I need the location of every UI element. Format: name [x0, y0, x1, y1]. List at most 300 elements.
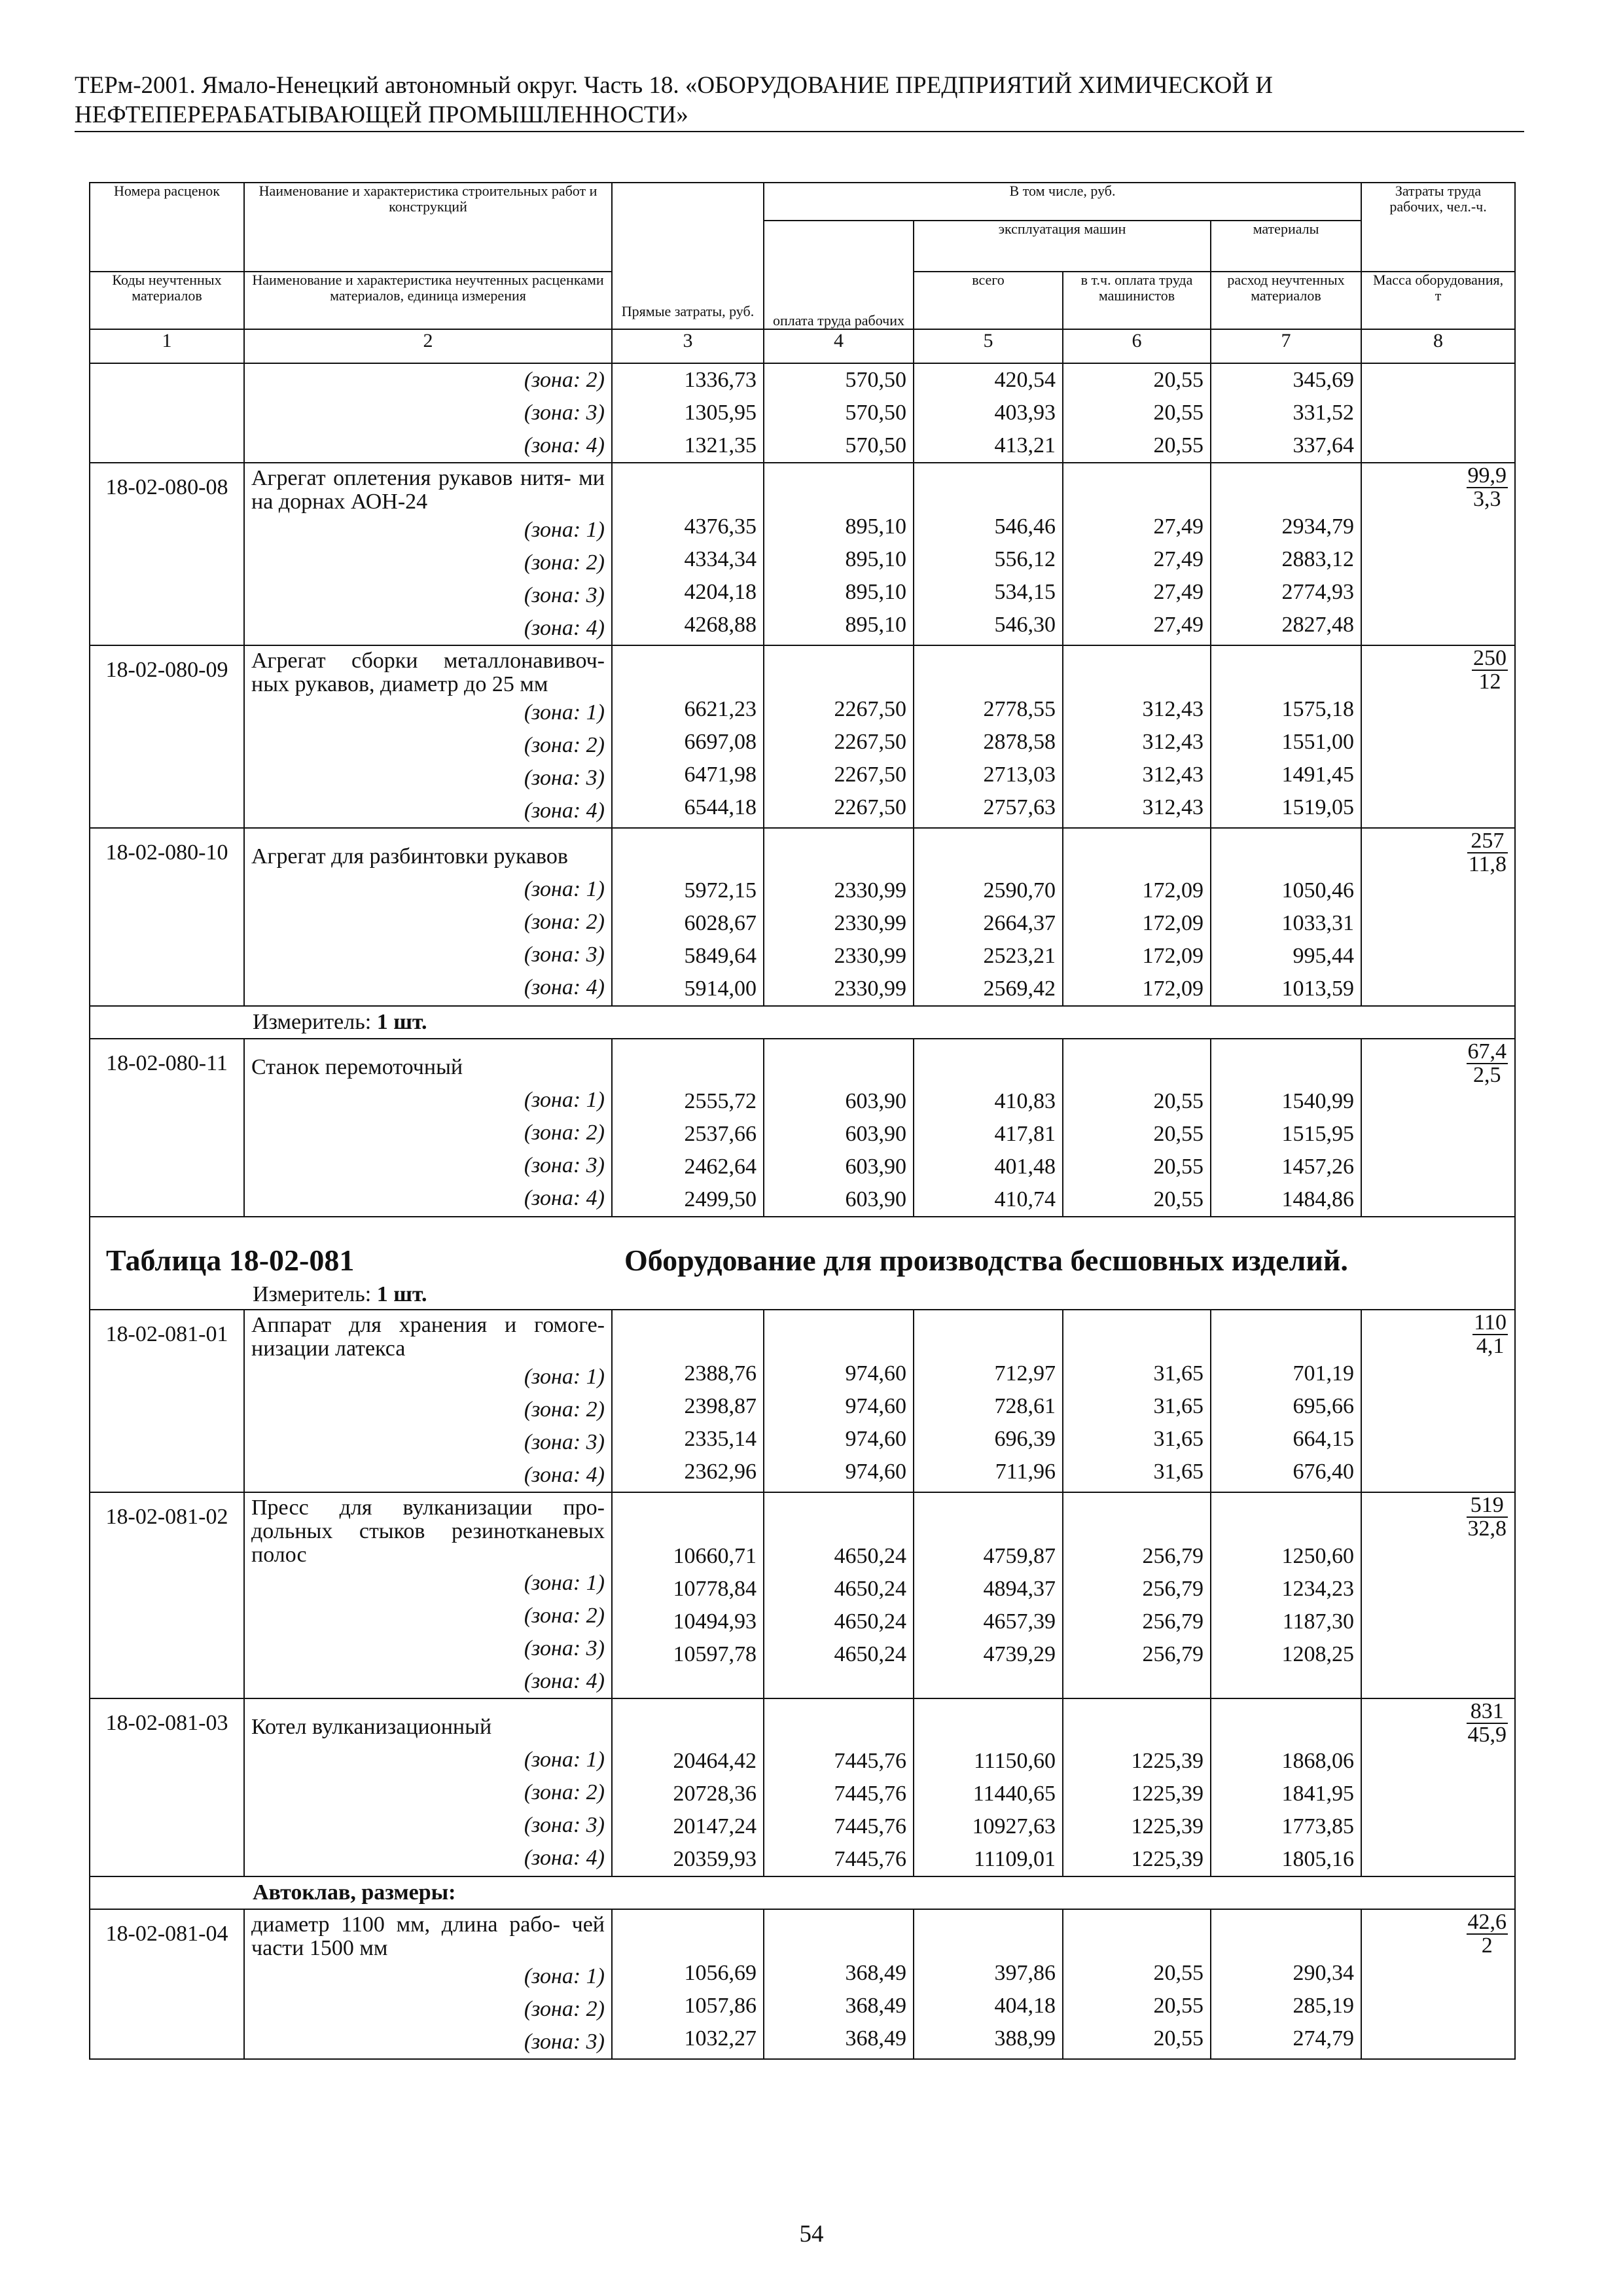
zone-value: 1208,25 [1281, 1642, 1355, 1666]
value-cell [1063, 645, 1211, 828]
value-cell [1063, 1310, 1211, 1492]
zone-value: 20,55 [1153, 1994, 1204, 2018]
zone-value: 2398,87 [684, 1394, 757, 1418]
rate-code: 18-02-080-10 [105, 840, 228, 865]
value-cell [1063, 1039, 1211, 1217]
zone-value: 974,60 [845, 1394, 906, 1418]
zone-value: 2883,12 [1281, 547, 1355, 571]
item-name: Агрегат оплетения рукавов нитя- ми на дорнах АОН-24 [251, 466, 605, 514]
value-cell [764, 645, 914, 828]
equipment-mass: 4,1 [1476, 1334, 1505, 1358]
zone-value: 1457,26 [1281, 1155, 1355, 1179]
value-cell [764, 363, 914, 463]
machines-header: эксплуатация машин [914, 221, 1211, 272]
spacer [1070, 829, 1204, 874]
equipment-mass: 11,8 [1468, 852, 1507, 876]
zone-value: 2267,50 [834, 730, 906, 754]
name-cell [244, 1039, 612, 1217]
zone-value: 368,49 [845, 1961, 906, 1985]
zone-value: 974,60 [845, 1427, 906, 1451]
spacer [771, 463, 906, 511]
zone-label: (зона: 1) [524, 700, 605, 725]
spacer [921, 1699, 1056, 1745]
section-title-line [97, 1241, 1508, 1280]
zone-value: 1321,35 [684, 433, 757, 457]
zone-value: 1032,27 [684, 2026, 757, 2051]
table-number-title: Таблица 18-02-081 [106, 1244, 355, 1277]
zone-label: (зона: 3) [524, 1813, 605, 1837]
col2-top-header: Наименование и характеристика строительных работ и конструкций [244, 183, 612, 272]
header-row-1 [90, 183, 1515, 221]
zone-value: 2569,42 [983, 977, 1056, 1001]
item-name: Аппарат для хранения и гомоге- низации латекса [251, 1313, 605, 1361]
zone-value: 2267,50 [834, 795, 906, 819]
zone-value: 337,64 [1293, 433, 1355, 457]
zone-value: 256,79 [1142, 1609, 1204, 1634]
zone-value: 2499,50 [684, 1187, 757, 1211]
zone-value: 1551,00 [1281, 730, 1355, 754]
spacer [771, 1039, 906, 1085]
spacer [921, 1910, 1056, 1957]
column-number: 5 [914, 329, 1063, 363]
value-cell [764, 1492, 914, 1698]
labor-mass-cell [1361, 363, 1515, 463]
zone-value: 1225,39 [1131, 1749, 1204, 1773]
rate-code-cell [90, 828, 244, 1006]
page-number: 54 [799, 2221, 824, 2248]
zone-value: 20359,93 [673, 1847, 757, 1871]
zone-value: 4894,37 [983, 1577, 1056, 1601]
value-cell [914, 463, 1063, 645]
value-cell [612, 1039, 764, 1217]
value-cell [1211, 363, 1361, 463]
zone-value: 2774,93 [1281, 580, 1355, 604]
item-name: Котел вулканизационный [251, 1715, 492, 1739]
name-cell [244, 1909, 612, 2059]
rate-code-cell [90, 1310, 244, 1492]
zone-value: 7445,76 [834, 1847, 906, 1871]
zone-value: 2778,55 [983, 697, 1056, 721]
zone-value: 6621,23 [684, 697, 757, 721]
col8-top-header: Затраты труда рабочих, чел.-ч. [1361, 183, 1515, 272]
zone-value: 712,97 [994, 1361, 1056, 1386]
zone-value: 312,43 [1142, 795, 1204, 819]
item-name: диаметр 1100 мм, длина рабо- чей части 1500 мм [251, 1912, 605, 1960]
zone-value: 603,90 [845, 1122, 906, 1146]
col1-top-header: Номера расценок [90, 183, 244, 272]
zone-value: 368,49 [845, 2026, 906, 2051]
header-line-1: ТЕРм-2001. Ямало-Ненецкий автономный округ. Часть 18. «ОБОРУДОВАНИЕ ПРЕДПРИЯТИЙ ХИМИЧЕСКОЙ И [75, 72, 1273, 99]
zone-value: 696,39 [994, 1427, 1056, 1451]
spacer [771, 829, 906, 874]
rate-code: 18-02-081-02 [105, 1505, 228, 1529]
labor-mass-fraction [1467, 830, 1508, 876]
zone-value: 895,10 [845, 613, 906, 637]
spacer [1070, 646, 1204, 693]
value-cell [764, 828, 914, 1006]
value-cell [1063, 1909, 1211, 2059]
value-cell [1211, 828, 1361, 1006]
zone-value: 1013,59 [1281, 977, 1355, 1001]
zone-value: 895,10 [845, 580, 906, 604]
zone-value: 534,15 [994, 580, 1056, 604]
zone-value: 995,44 [1293, 944, 1355, 968]
zone-value: 420,54 [994, 368, 1056, 392]
spacer [619, 1039, 757, 1085]
value-cell [1211, 463, 1361, 645]
labor-hours: 67,4 [1467, 1039, 1507, 1064]
value-cell [914, 1698, 1063, 1876]
labor-hours: 257 [1467, 830, 1508, 853]
rate-code: 18-02-081-04 [105, 1922, 228, 1946]
zone-value: 1050,46 [1281, 878, 1355, 903]
table-row [90, 828, 1515, 1006]
value-cell [1211, 1698, 1361, 1876]
zone-value: 2590,70 [983, 878, 1056, 903]
col2-bottom-header: Наименование и характеристика неучтенных расценками материалов, единица измерения [244, 272, 612, 329]
zone-value: 7445,76 [834, 1814, 906, 1839]
zone-value: 1225,39 [1131, 1814, 1204, 1839]
zone-value: 5972,15 [684, 878, 757, 903]
spacer [1218, 646, 1354, 693]
value-cell [914, 645, 1063, 828]
zone-value: 5914,00 [684, 977, 757, 1001]
labor-mass-cell [1361, 1698, 1515, 1876]
labor-mass-cell [1361, 1039, 1515, 1217]
value-cell [1211, 1310, 1361, 1492]
equipment-mass: 32,8 [1467, 1516, 1507, 1541]
column-number-row [90, 329, 1515, 363]
spacer [921, 463, 1056, 511]
in-total-header: В том числе, руб. [764, 183, 1361, 221]
zone-value: 31,65 [1153, 1427, 1204, 1451]
zone-value: 895,10 [845, 514, 906, 539]
zone-value: 27,49 [1153, 514, 1204, 539]
zone-label: (зона: 1) [524, 1571, 605, 1595]
rates-table [89, 182, 1516, 2060]
zone-label: (зона: 3) [524, 583, 605, 607]
value-cell [612, 1310, 764, 1492]
zone-value: 11150,60 [974, 1749, 1056, 1773]
value-cell [612, 828, 764, 1006]
zone-label: (зона: 2) [524, 910, 605, 934]
zone-label: (зона: 2) [524, 368, 605, 392]
zone-value: 285,19 [1293, 1994, 1355, 2018]
labor-mass-fraction [1472, 1312, 1508, 1357]
labor-hours: 831 [1467, 1700, 1508, 1724]
labor-hours: 110 [1474, 1310, 1507, 1335]
zone-value: 603,90 [845, 1155, 906, 1179]
labor-mass-cell [1361, 463, 1515, 645]
zone-value: 20,55 [1153, 1187, 1204, 1211]
zone-value: 1519,05 [1281, 795, 1355, 819]
zone-value: 172,09 [1142, 977, 1204, 1001]
spacer [771, 1310, 906, 1357]
value-cell [612, 1909, 764, 2059]
spacer [619, 1310, 757, 1357]
spacer [619, 1910, 757, 1957]
zone-label: (зона: 1) [524, 518, 605, 542]
value-cell [1063, 463, 1211, 645]
spacer [921, 1493, 1056, 1540]
zone-value: 274,79 [1293, 2026, 1355, 2051]
zone-value: 256,79 [1142, 1577, 1204, 1601]
header-rule [75, 131, 1524, 132]
zone-value: 401,48 [994, 1155, 1056, 1179]
zone-value: 711,96 [995, 1460, 1056, 1484]
zone-value: 27,49 [1153, 547, 1204, 571]
zone-value: 4759,87 [983, 1544, 1056, 1568]
table-subtitle: Оборудование для производства бесшовных изделий. [624, 1244, 1348, 1277]
zone-value: 2537,66 [684, 1122, 757, 1146]
zone-value: 410,74 [994, 1187, 1056, 1211]
labor-hours: 99,9 [1467, 463, 1507, 488]
labor-mass-cell [1361, 1909, 1515, 2059]
zone-value: 4268,88 [684, 613, 757, 637]
zone-value: 6544,18 [684, 795, 757, 819]
zone-label: (зона: 4) [524, 1186, 605, 1210]
zone-value: 256,79 [1142, 1642, 1204, 1666]
zone-value: 345,69 [1293, 368, 1355, 392]
section-row [90, 1217, 1515, 1310]
zone-value: 31,65 [1153, 1394, 1204, 1418]
zone-value: 31,65 [1153, 1460, 1204, 1484]
value-cell [764, 1039, 914, 1217]
zone-value: 20,55 [1153, 1122, 1204, 1146]
zone-label: (зона: 4) [524, 616, 605, 640]
zone-value: 546,30 [994, 613, 1056, 637]
zone-value: 2267,50 [834, 762, 906, 787]
zone-label: (зона: 2) [524, 1780, 605, 1804]
table-row [90, 1698, 1515, 1876]
zone-value: 676,40 [1293, 1460, 1355, 1484]
zone-label: (зона: 2) [524, 1604, 605, 1628]
zone-value: 1250,60 [1281, 1544, 1355, 1568]
spacer [921, 1310, 1056, 1357]
table-row [90, 363, 1515, 463]
zone-value: 7445,76 [834, 1749, 906, 1773]
labor-mass-fraction [1467, 1700, 1508, 1746]
value-cell [914, 363, 1063, 463]
value-cell [1063, 1698, 1211, 1876]
zone-label: (зона: 3) [524, 1153, 605, 1177]
item-name: Агрегат для разбинтовки рукавов [251, 844, 568, 869]
value-cell [914, 1310, 1063, 1492]
spacer [1218, 463, 1354, 511]
zone-value: 1773,85 [1281, 1814, 1355, 1839]
zone-label: (зона: 4) [524, 975, 605, 999]
zone-value: 4657,39 [983, 1609, 1056, 1634]
zone-value: 20,55 [1153, 1089, 1204, 1113]
equipment-mass: 2,5 [1473, 1063, 1501, 1087]
zone-value: 570,50 [845, 433, 906, 457]
zone-value: 6697,08 [684, 730, 757, 754]
zone-value: 974,60 [845, 1361, 906, 1386]
value-cell [1063, 363, 1211, 463]
header-line-2: НЕФТЕПЕРЕРАБАТЫВАЮЩЕЙ ПРОМЫШЛЕННОСТИ» [75, 101, 688, 128]
zone-value: 312,43 [1142, 762, 1204, 787]
item-name: Агрегат сборки металлонавивоч- ных рукавов, диаметр до 25 мм [251, 649, 605, 696]
zone-value: 4650,24 [834, 1609, 906, 1634]
zone-value: 413,21 [994, 433, 1056, 457]
table-row [90, 1492, 1515, 1698]
zone-value: 1484,86 [1281, 1187, 1355, 1211]
spacer [1218, 1039, 1354, 1085]
zone-value: 20,55 [1153, 2026, 1204, 2051]
zone-value: 556,12 [994, 547, 1056, 571]
zone-value: 2335,14 [684, 1427, 757, 1451]
zone-value: 10778,84 [673, 1577, 757, 1601]
zone-value: 2555,72 [684, 1089, 757, 1113]
labor-mass-fraction [1467, 1041, 1508, 1086]
zone-value: 1225,39 [1131, 1782, 1204, 1806]
zone-label: (зона: 1) [524, 1088, 605, 1112]
zone-value: 4650,24 [834, 1577, 906, 1601]
name-cell [244, 1492, 612, 1698]
zone-value: 2330,99 [834, 911, 906, 935]
name-cell [244, 1310, 612, 1492]
zone-value: 20,55 [1153, 1155, 1204, 1179]
rate-code-cell [90, 363, 244, 463]
zone-label: (зона: 3) [524, 766, 605, 790]
zone-value: 6471,98 [684, 762, 757, 787]
value-cell [764, 1698, 914, 1876]
column-number: 7 [1211, 329, 1361, 363]
zone-value: 20147,24 [673, 1814, 757, 1839]
zone-label: (зона: 3) [524, 1430, 605, 1454]
meter-value: 1 шт. [376, 1010, 427, 1034]
zone-value: 368,49 [845, 1994, 906, 2018]
zone-label: (зона: 1) [524, 1365, 605, 1389]
value-cell [1063, 1492, 1211, 1698]
spacer [1070, 1493, 1204, 1540]
spacer [771, 1493, 906, 1540]
zone-label: (зона: 2) [524, 550, 605, 575]
zone-value: 1515,95 [1281, 1122, 1355, 1146]
spacer [1218, 1699, 1354, 1745]
zone-value: 20,55 [1153, 433, 1204, 457]
zone-label: (зона: 4) [524, 1669, 605, 1693]
labor-mass-cell [1361, 645, 1515, 828]
spacer [619, 829, 757, 874]
group-row [90, 1876, 1515, 1909]
zone-value: 312,43 [1142, 730, 1204, 754]
zone-value: 1575,18 [1281, 697, 1355, 721]
zone-value: 1841,95 [1281, 1782, 1355, 1806]
labor-mass-cell [1361, 828, 1515, 1006]
zone-value: 172,09 [1142, 944, 1204, 968]
zone-value: 2757,63 [983, 795, 1056, 819]
rate-code-cell [90, 1909, 244, 2059]
zone-value: 1225,39 [1131, 1847, 1204, 1871]
zone-value: 603,90 [845, 1187, 906, 1211]
value-cell [914, 1909, 1063, 2059]
value-cell [1211, 1909, 1361, 2059]
rate-code-cell [90, 1039, 244, 1217]
zone-value: 10494,93 [673, 1609, 757, 1634]
zone-label: (зона: 2) [524, 1121, 605, 1145]
zone-value: 4376,35 [684, 514, 757, 539]
table-row [90, 645, 1515, 828]
spacer [771, 1910, 906, 1957]
value-cell [914, 828, 1063, 1006]
zone-label: (зона: 4) [524, 433, 605, 457]
zone-value: 6028,67 [684, 911, 757, 935]
zone-value: 331,52 [1293, 401, 1355, 425]
column-number: 3 [612, 329, 764, 363]
zone-value: 974,60 [845, 1460, 906, 1484]
zone-value: 728,61 [994, 1394, 1056, 1418]
zone-value: 20,55 [1153, 1961, 1204, 1985]
zone-value: 1540,99 [1281, 1089, 1355, 1113]
zone-label: (зона: 3) [524, 1636, 605, 1660]
zone-value: 20728,36 [673, 1782, 757, 1806]
equipment-mass: 12 [1478, 670, 1501, 694]
spacer [1218, 1310, 1354, 1357]
item-name: Пресс для вулканизации про- дольных стыков резинотканевых полос [251, 1496, 605, 1567]
name-cell [244, 645, 612, 828]
zone-value: 1305,95 [684, 401, 757, 425]
spacer [1218, 1910, 1354, 1957]
spacer [1070, 1699, 1204, 1745]
item-name: Станок перемоточный [251, 1055, 463, 1079]
equipment-mass: 2 [1481, 1933, 1493, 1958]
col3-header: Прямые затраты, руб. [612, 183, 764, 329]
zone-value: 2330,99 [834, 944, 906, 968]
zone-label: (зона: 2) [524, 1397, 605, 1422]
rate-code: 18-02-081-03 [105, 1711, 228, 1735]
value-cell [1211, 645, 1361, 828]
equipment-mass: 45,9 [1467, 1723, 1507, 1747]
zone-label: (зона: 3) [524, 401, 605, 425]
spacer [771, 646, 906, 693]
zone-value: 27,49 [1153, 613, 1204, 637]
meter [97, 1280, 1508, 1309]
col6-header: в т.ч. оплата труда машинистов [1063, 272, 1211, 329]
zone-value: 2664,37 [983, 911, 1056, 935]
zone-value: 417,81 [994, 1122, 1056, 1146]
spacer [1218, 829, 1354, 874]
spacer [771, 1699, 906, 1745]
spacer [921, 646, 1056, 693]
spacer [1070, 1039, 1204, 1085]
zone-value: 1056,69 [684, 1961, 757, 1985]
labor-mass-fraction [1467, 1911, 1508, 1957]
value-cell [612, 645, 764, 828]
group-label: Автоклав, размеры: [90, 1876, 1515, 1909]
spacer [1070, 463, 1204, 511]
zone-value: 4650,24 [834, 1642, 906, 1666]
zone-value: 1805,16 [1281, 1847, 1355, 1871]
labor-mass-cell [1361, 1492, 1515, 1698]
equipment-mass: 3,3 [1473, 487, 1501, 511]
meter-value: 1 шт. [376, 1282, 427, 1306]
zone-value: 410,83 [994, 1089, 1056, 1113]
zone-value: 256,79 [1142, 1544, 1204, 1568]
spacer [1218, 1493, 1354, 1540]
value-cell [764, 1310, 914, 1492]
labor-mass-fraction [1472, 647, 1508, 693]
zone-value: 1336,73 [684, 368, 757, 392]
zone-value: 895,10 [845, 547, 906, 571]
zone-label: (зона: 1) [524, 1748, 605, 1772]
zone-value: 10927,63 [972, 1814, 1056, 1839]
rate-code-cell [90, 645, 244, 828]
zone-value: 403,93 [994, 401, 1056, 425]
zone-label: (зона: 1) [524, 877, 605, 901]
zone-value: 11109,01 [974, 1847, 1056, 1871]
zone-value: 20,55 [1153, 368, 1204, 392]
